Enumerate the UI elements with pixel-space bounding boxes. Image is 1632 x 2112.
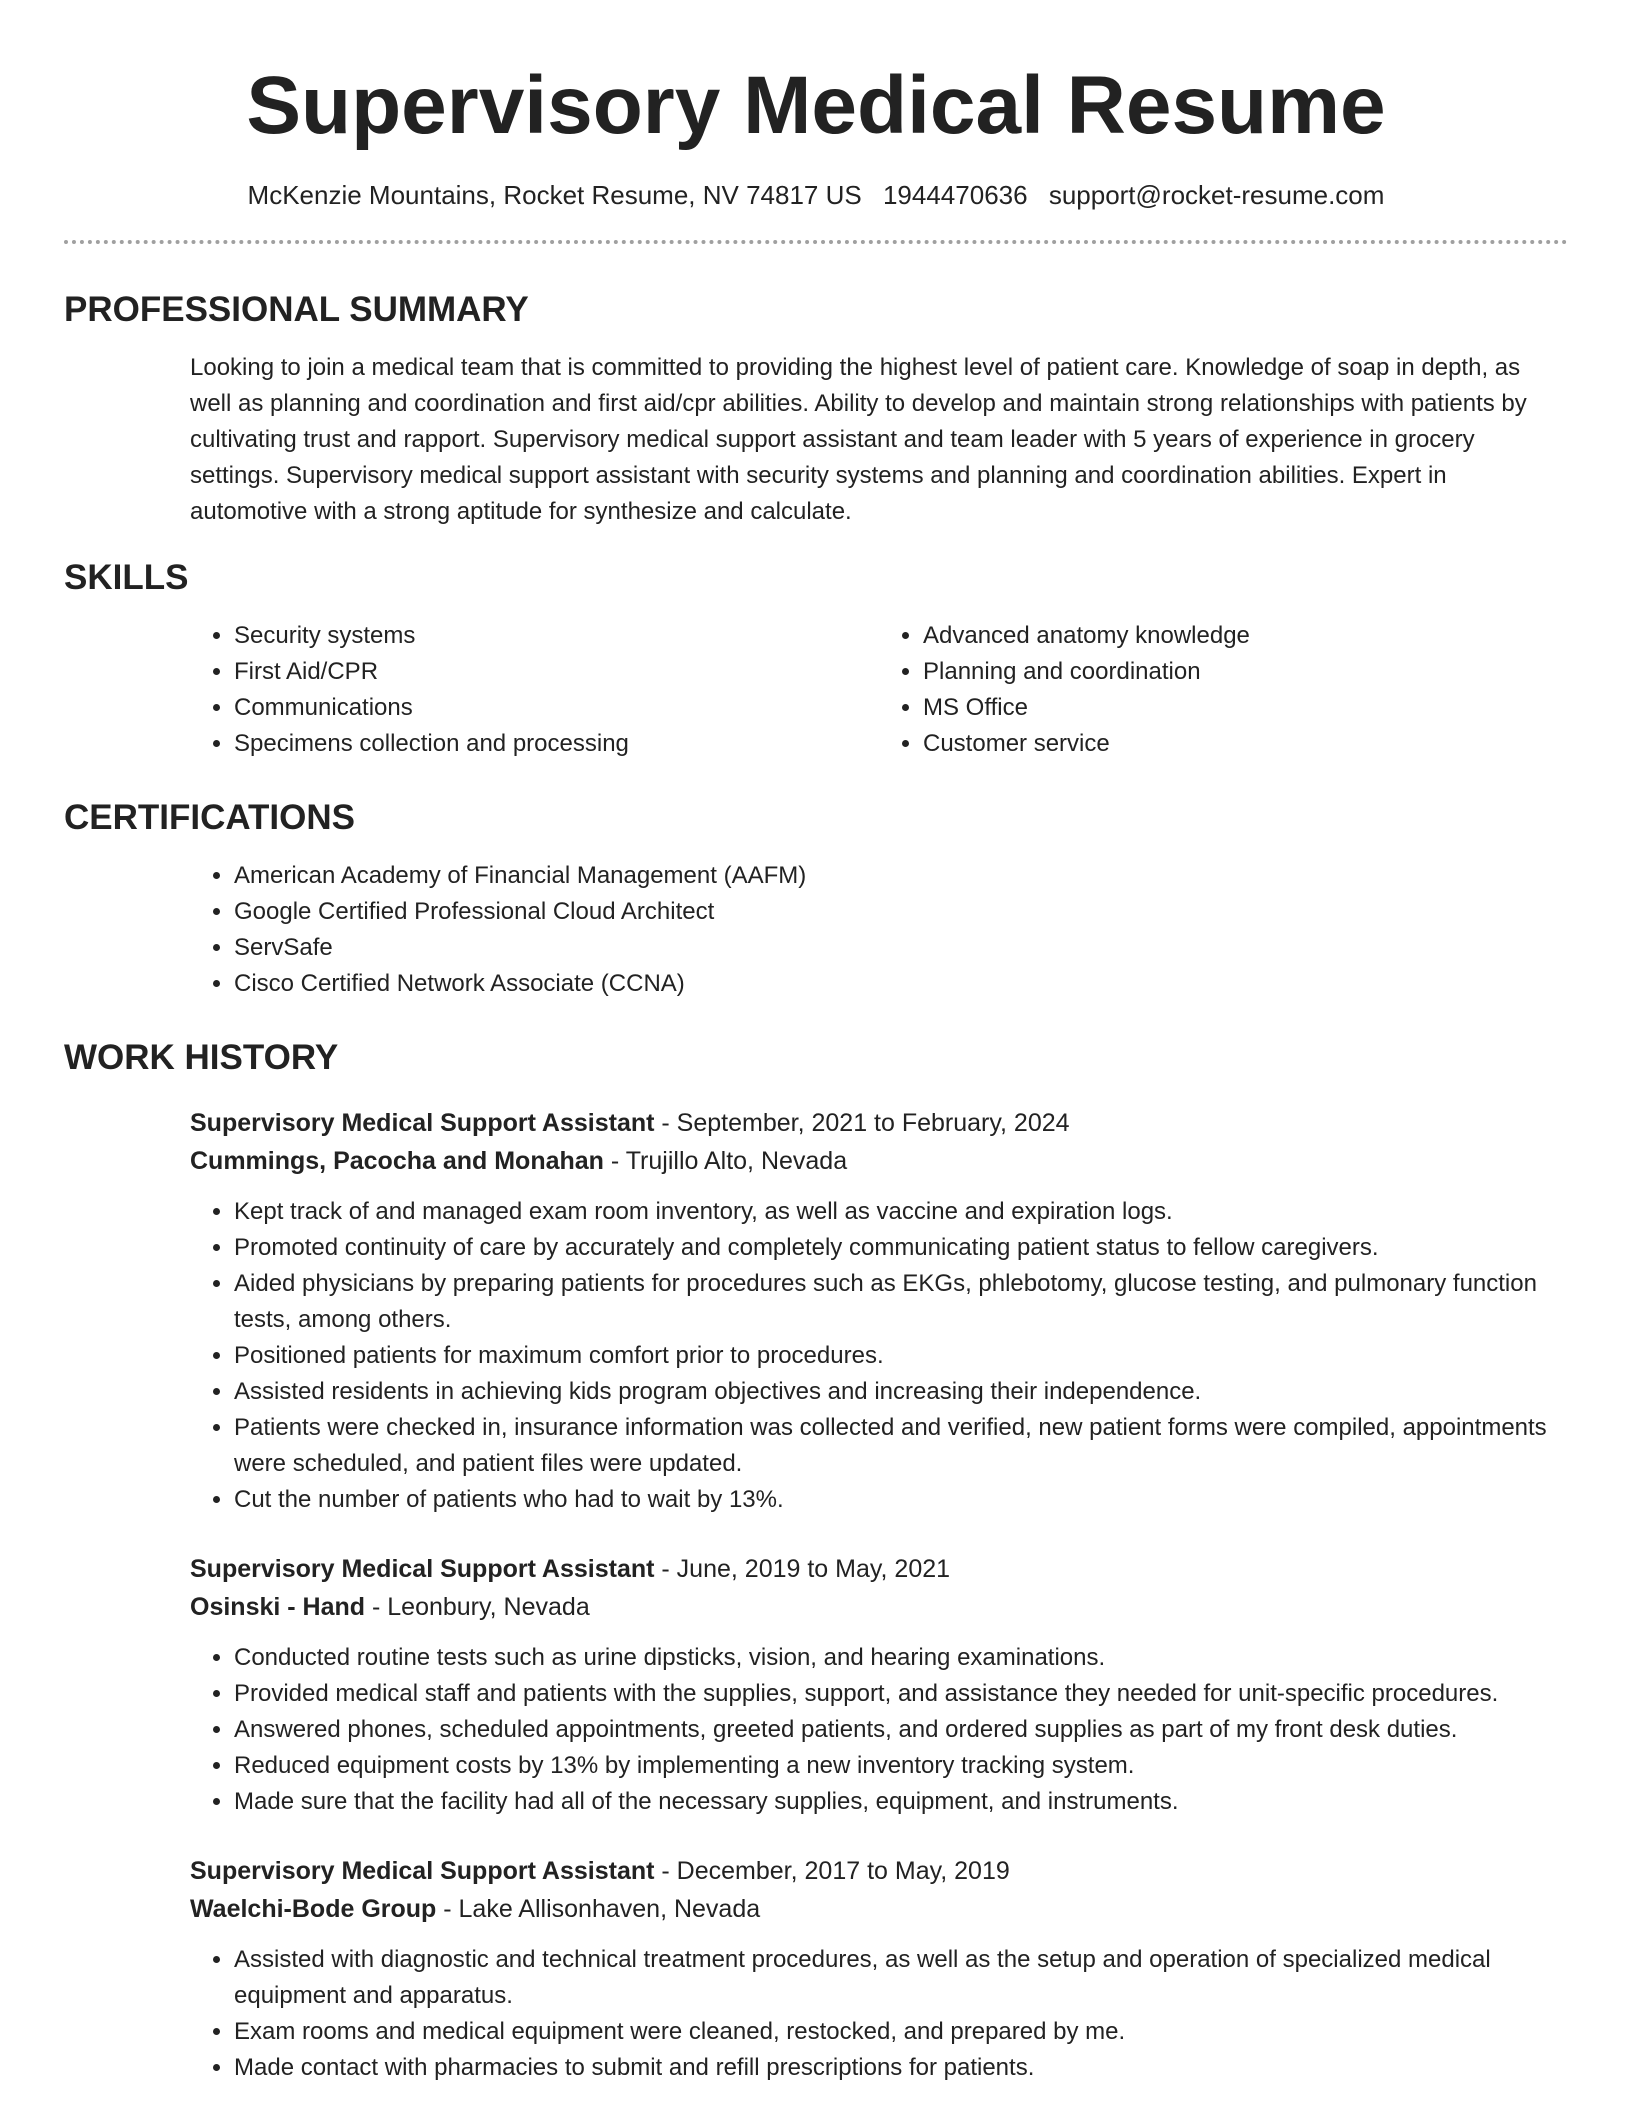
job-company-line: [190, 1588, 1568, 1626]
skills-grid: [190, 618, 1568, 762]
skill-item: • First Aid/CPR: [234, 654, 879, 690]
job-location: - Trujillo Alto, Nevada: [603, 1147, 848, 1175]
job-bullet: • Provided medical staff and patients with the supplies, support, and assistance they needed for unit-specific procedures.: [234, 1676, 1568, 1712]
job-dates: - December, 2017 to May, 2019: [654, 1857, 1010, 1885]
job-company: Cummings, Pacocha and Monahan: [190, 1147, 604, 1175]
certification-item: • ServSafe: [234, 930, 1568, 966]
summary-heading: PROFESSIONAL SUMMARY: [64, 290, 529, 329]
skill-item: • Planning and coordination: [923, 654, 1568, 690]
job-bullet: • Aided physicians by preparing patients for procedures such as EKGs, phlebotomy, glucose testing, and pulmonary function tests, among others.: [234, 1266, 1568, 1338]
job-bullet: • Made sure that the facility had all of the necessary supplies, equipment, and instruments.: [234, 1784, 1568, 1820]
job-bullet: • Positioned patients for maximum comfort prior to procedures.: [234, 1338, 1568, 1374]
certifications-section: [64, 796, 1568, 1002]
job-role-line: [190, 1852, 1568, 1890]
job-bullet: • Conducted routine tests such as urine dipsticks, vision, and hearing examinations.: [234, 1640, 1568, 1676]
job-location: - Lake Allisonhaven, Nevada: [436, 1895, 761, 1923]
skill-item: • Communications: [234, 690, 879, 726]
summary-text: Looking to join a medical team that is committed to providing the highest level of patient care. Knowledge of soap in depth, as well as planning and coordination and first aid/cpr abilities. Ability to develop and maintain strong relationships with patients by cultivating trust and rapport. Supervisory medical support assistant and team leader with 5 years of experience in grocery settings. Supervisory medical support assistant with security systems and planning and coordination abilities. Expert in automotive with a strong aptitude for synthesize and calculate.: [190, 354, 1527, 525]
skills-heading: SKILLS: [64, 558, 189, 597]
summary-section: [64, 288, 1568, 530]
certification-item: • American Academy of Financial Management (AAFM): [234, 858, 1568, 894]
job-bullet: • Answered phones, scheduled appointments, greeted patients, and ordered supplies as part of my front desk duties.: [234, 1712, 1568, 1748]
job-entry: [190, 1852, 1568, 2086]
skills-list-right: [879, 618, 1568, 762]
job-role: Supervisory Medical Support Assistant: [190, 1555, 655, 1583]
job-dates: - June, 2019 to May, 2021: [654, 1555, 951, 1583]
certification-item: • Cisco Certified Network Associate (CCNA): [234, 966, 1568, 1002]
job-company: Waelchi-Bode Group: [190, 1895, 437, 1923]
skill-item: • MS Office: [923, 690, 1568, 726]
job-role-line: [190, 1550, 1568, 1588]
job-bullet: • Made contact with pharmacies to submit and refill prescriptions for patients.: [234, 2050, 1568, 2086]
contact-phone: 1944470636: [882, 180, 1028, 210]
job-role: Supervisory Medical Support Assistant: [190, 1857, 655, 1885]
contact-address: McKenzie Mountains, Rocket Resume, NV 74817 US: [247, 180, 862, 210]
job-bullet: • Exam rooms and medical equipment were cleaned, restocked, and prepared by me.: [234, 2014, 1568, 2050]
job-bullet: • Assisted residents in achieving kids program objectives and increasing their independence.: [234, 1374, 1568, 1410]
contact-line: [64, 178, 1568, 212]
job-entry: [190, 1550, 1568, 1820]
jobs-list: [64, 1104, 1568, 2086]
job-company: Osinski - Hand: [190, 1593, 366, 1621]
job-bullet: • Assisted with diagnostic and technical treatment procedures, as well as the setup and operation of specialized medical equipment and apparatus.: [234, 1942, 1568, 2014]
contact-email: support@rocket-resume.com: [1048, 180, 1385, 210]
skill-item: • Security systems: [234, 618, 879, 654]
skills-list-left: [190, 618, 879, 762]
skill-item: • Specimens collection and processing: [234, 726, 879, 762]
job-bullet: • Kept track of and managed exam room inventory, as well as vaccine and expiration logs.: [234, 1194, 1568, 1230]
work-heading: WORK HISTORY: [64, 1038, 339, 1077]
job-bullet: • Promoted continuity of care by accurately and completely communicating patient status to fellow caregivers.: [234, 1230, 1568, 1266]
certification-item: • Google Certified Professional Cloud Architect: [234, 894, 1568, 930]
certifications-list: [190, 858, 1568, 1002]
job-entry: [190, 1104, 1568, 1518]
job-company-line: [190, 1890, 1568, 1928]
skill-item: • Customer service: [923, 726, 1568, 762]
job-dates: - September, 2021 to February, 2024: [654, 1109, 1070, 1137]
job-bullets: [190, 1942, 1568, 2086]
job-role: Supervisory Medical Support Assistant: [190, 1109, 655, 1137]
work-section: [64, 1036, 1568, 2086]
job-bullet: • Patients were checked in, insurance information was collected and verified, new patient forms were compiled, appointments were scheduled, and patient files were updated.: [234, 1410, 1568, 1482]
job-bullet: • Cut the number of patients who had to wait by 13%.: [234, 1482, 1568, 1518]
job-role-line: [190, 1104, 1568, 1142]
job-bullets: [190, 1640, 1568, 1820]
job-bullets: [190, 1194, 1568, 1518]
skills-section: [64, 556, 1568, 762]
resume-title: Supervisory Medical Resume: [246, 60, 1386, 151]
job-bullet: • Reduced equipment costs by 13% by implementing a new inventory tracking system.: [234, 1748, 1568, 1784]
job-company-line: [190, 1142, 1568, 1180]
certifications-heading: CERTIFICATIONS: [64, 798, 356, 837]
header-divider: [64, 240, 1568, 244]
skill-item: • Advanced anatomy knowledge: [923, 618, 1568, 654]
job-location: - Leonbury, Nevada: [365, 1593, 590, 1621]
